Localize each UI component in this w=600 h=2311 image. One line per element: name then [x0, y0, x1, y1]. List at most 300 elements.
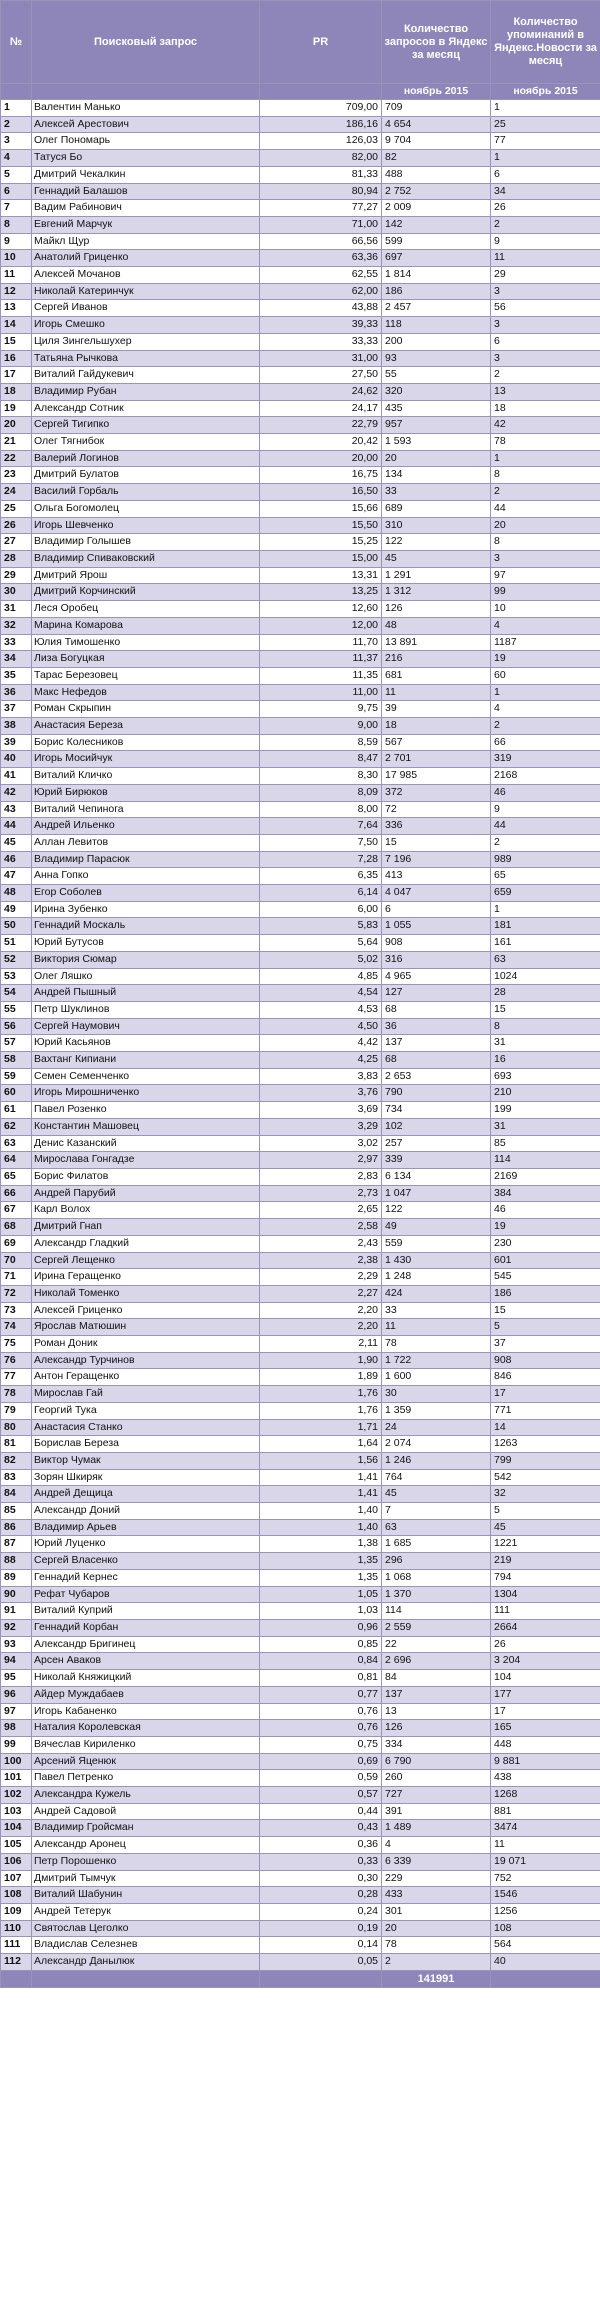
table-row [1, 100, 600, 117]
requests-count: 20 [382, 1920, 491, 1937]
search-query: Дмитрий Булатов [32, 467, 260, 484]
pr-value: 1,38 [260, 1536, 382, 1553]
table-row [1, 1419, 600, 1436]
mentions-count: 8 [491, 467, 600, 484]
search-query: Николай Княжицкий [32, 1670, 260, 1687]
row-number: 13 [1, 300, 32, 317]
table-row [1, 150, 600, 167]
pr-value: 4,50 [260, 1018, 382, 1035]
pr-value: 5,83 [260, 918, 382, 935]
row-number: 9 [1, 233, 32, 250]
pr-value: 4,25 [260, 1052, 382, 1069]
mentions-count: 108 [491, 1920, 600, 1937]
search-query: Виктор Чумак [32, 1452, 260, 1469]
mentions-count: 1268 [491, 1787, 600, 1804]
search-query: Александра Кужель [32, 1787, 260, 1804]
pr-value: 12,60 [260, 601, 382, 618]
table-row [1, 1536, 600, 1553]
search-query: Николай Томенко [32, 1285, 260, 1302]
mentions-count: 3 [491, 350, 600, 367]
search-query: Борис Колесников [32, 734, 260, 751]
requests-count: 137 [382, 1686, 491, 1703]
table-row [1, 1653, 600, 1670]
mentions-count: 32 [491, 1486, 600, 1503]
mentions-count: 5 [491, 1319, 600, 1336]
requests-count: 72 [382, 801, 491, 818]
row-number: 102 [1, 1787, 32, 1804]
requests-count: 339 [382, 1152, 491, 1169]
pr-value: 62,00 [260, 283, 382, 300]
mentions-count: 5 [491, 1503, 600, 1520]
requests-count: 114 [382, 1603, 491, 1620]
table-row [1, 1670, 600, 1687]
pr-value: 5,64 [260, 935, 382, 952]
pr-value: 0,14 [260, 1937, 382, 1954]
mentions-count: 1 [491, 684, 600, 701]
row-number: 54 [1, 985, 32, 1002]
mentions-count: 13 [491, 383, 600, 400]
search-query: Игорь Мирошниченко [32, 1085, 260, 1102]
search-query: Дмитрий Корчинский [32, 584, 260, 601]
requests-count: 93 [382, 350, 491, 367]
table-row [1, 1118, 600, 1135]
row-number: 64 [1, 1152, 32, 1169]
pr-value: 4,85 [260, 968, 382, 985]
table-row [1, 651, 600, 668]
row-number: 77 [1, 1369, 32, 1386]
pr-value: 0,36 [260, 1837, 382, 1854]
table-row [1, 968, 600, 985]
requests-count: 1 312 [382, 584, 491, 601]
search-query: Александр Бригинец [32, 1636, 260, 1653]
mentions-count: 881 [491, 1803, 600, 1820]
pr-value: 3,29 [260, 1118, 382, 1135]
search-query: Татьяна Рычкова [32, 350, 260, 367]
search-query: Дмитрий Чекалкин [32, 166, 260, 183]
requests-count: 49 [382, 1219, 491, 1236]
search-query: Геннадий Корбан [32, 1619, 260, 1636]
row-number: 27 [1, 534, 32, 551]
requests-count: 1 370 [382, 1586, 491, 1603]
pr-value: 62,55 [260, 267, 382, 284]
table-row [1, 1619, 600, 1636]
mentions-count: 210 [491, 1085, 600, 1102]
table-row [1, 1736, 600, 1753]
search-query: Аллан Левитов [32, 834, 260, 851]
row-number: 44 [1, 818, 32, 835]
table-row [1, 1954, 600, 1971]
pr-value: 1,76 [260, 1402, 382, 1419]
row-number: 38 [1, 718, 32, 735]
table-body [1, 100, 600, 1971]
requests-count: 78 [382, 1336, 491, 1353]
search-query: Александр Данылюк [32, 1954, 260, 1971]
requests-count: 1 359 [382, 1402, 491, 1419]
requests-count: 216 [382, 651, 491, 668]
row-number: 99 [1, 1736, 32, 1753]
search-query: Рефат Чубаров [32, 1586, 260, 1603]
pr-value: 6,35 [260, 868, 382, 885]
search-query: Алексей Мочанов [32, 267, 260, 284]
table-row [1, 801, 600, 818]
table-row [1, 1068, 600, 1085]
requests-count: 1 055 [382, 918, 491, 935]
row-number: 59 [1, 1068, 32, 1085]
requests-count: 1 068 [382, 1569, 491, 1586]
search-query: Петр Шуклинов [32, 1001, 260, 1018]
row-number: 34 [1, 651, 32, 668]
row-number: 33 [1, 634, 32, 651]
mentions-count: 19 [491, 1219, 600, 1236]
row-number: 42 [1, 784, 32, 801]
row-number: 73 [1, 1302, 32, 1319]
requests-count: 2 009 [382, 200, 491, 217]
search-query: Анастасия Станко [32, 1419, 260, 1436]
table-row [1, 1035, 600, 1052]
mentions-count: 31 [491, 1035, 600, 1052]
table-row [1, 1837, 600, 1854]
requests-count: 186 [382, 283, 491, 300]
mentions-count: 14 [491, 1419, 600, 1436]
mentions-count: 46 [491, 1202, 600, 1219]
mentions-count: 104 [491, 1670, 600, 1687]
pr-value: 1,05 [260, 1586, 382, 1603]
search-query: Андрей Пышный [32, 985, 260, 1002]
requests-count: 2 [382, 1954, 491, 1971]
table-row [1, 133, 600, 150]
requests-count: 2 752 [382, 183, 491, 200]
requests-count: 435 [382, 400, 491, 417]
mentions-count: 908 [491, 1352, 600, 1369]
mentions-count: 846 [491, 1369, 600, 1386]
row-number: 51 [1, 935, 32, 952]
table-row [1, 534, 600, 551]
search-query: Александр Сотник [32, 400, 260, 417]
search-query: Павел Петренко [32, 1770, 260, 1787]
mentions-count: 1263 [491, 1436, 600, 1453]
row-number: 75 [1, 1336, 32, 1353]
pr-value: 0,33 [260, 1853, 382, 1870]
mentions-count: 186 [491, 1285, 600, 1302]
requests-count: 127 [382, 985, 491, 1002]
table-row [1, 1302, 600, 1319]
table-row [1, 1770, 600, 1787]
pr-value: 7,50 [260, 834, 382, 851]
search-query: Леся Оробец [32, 601, 260, 618]
pr-value: 0,69 [260, 1753, 382, 1770]
table-row [1, 1352, 600, 1369]
table-row [1, 300, 600, 317]
search-query: Сергей Наумович [32, 1018, 260, 1035]
requests-count: 33 [382, 484, 491, 501]
header-row [1, 1, 600, 84]
row-number: 48 [1, 885, 32, 902]
table-row [1, 1185, 600, 1202]
requests-count: 1 722 [382, 1352, 491, 1369]
row-number: 72 [1, 1285, 32, 1302]
table-header [1, 1, 600, 100]
header-period-empty-1 [1, 84, 32, 100]
search-query: Святослав Цеголко [32, 1920, 260, 1937]
search-query: Егор Соболев [32, 885, 260, 902]
pr-value: 2,73 [260, 1185, 382, 1202]
pr-value: 2,27 [260, 1285, 382, 1302]
requests-count: 301 [382, 1903, 491, 1920]
search-query: Борис Филатов [32, 1169, 260, 1186]
table-row [1, 350, 600, 367]
mentions-count: 42 [491, 417, 600, 434]
search-query: Виталий Чепинога [32, 801, 260, 818]
mentions-count: 2 [491, 367, 600, 384]
table-row [1, 567, 600, 584]
header-pr: PR [260, 1, 382, 84]
requests-count: 334 [382, 1736, 491, 1753]
search-query: Циля Зингельшухер [32, 333, 260, 350]
table-row [1, 617, 600, 634]
pr-value: 0,85 [260, 1636, 382, 1653]
requests-count: 68 [382, 1052, 491, 1069]
row-number: 88 [1, 1553, 32, 1570]
requests-count: 200 [382, 333, 491, 350]
requests-count: 15 [382, 834, 491, 851]
pr-value: 4,54 [260, 985, 382, 1002]
row-number: 83 [1, 1469, 32, 1486]
table-row [1, 500, 600, 517]
requests-count: 681 [382, 667, 491, 684]
pr-value: 1,35 [260, 1569, 382, 1586]
row-number: 45 [1, 834, 32, 851]
mentions-count: 794 [491, 1569, 600, 1586]
row-number: 18 [1, 383, 32, 400]
row-number: 30 [1, 584, 32, 601]
mentions-count: 56 [491, 300, 600, 317]
requests-count: 1 600 [382, 1369, 491, 1386]
search-query: Ирина Зубенко [32, 901, 260, 918]
requests-count: 1 489 [382, 1820, 491, 1837]
table-row [1, 183, 600, 200]
pr-value: 2,11 [260, 1336, 382, 1353]
search-query: Сергей Лещенко [32, 1252, 260, 1269]
row-number: 39 [1, 734, 32, 751]
requests-count: 734 [382, 1102, 491, 1119]
row-number: 21 [1, 434, 32, 451]
requests-count: 257 [382, 1135, 491, 1152]
requests-count: 316 [382, 951, 491, 968]
search-query: Юрий Касьянов [32, 1035, 260, 1052]
pr-value: 1,40 [260, 1519, 382, 1536]
search-query: Александр Аронец [32, 1837, 260, 1854]
row-number: 2 [1, 116, 32, 133]
search-query: Владимир Парасюк [32, 851, 260, 868]
requests-count: 13 891 [382, 634, 491, 651]
row-number: 52 [1, 951, 32, 968]
requests-count: 310 [382, 517, 491, 534]
search-query: Юлия Тимошенко [32, 634, 260, 651]
search-query: Роман Доник [32, 1336, 260, 1353]
header-period-empty-3 [260, 84, 382, 100]
search-query: Марина Комарова [32, 617, 260, 634]
search-query: Анастасия Береза [32, 718, 260, 735]
mentions-count: 16 [491, 1052, 600, 1069]
table-row [1, 818, 600, 835]
search-query: Валентин Манько [32, 100, 260, 117]
mentions-count: 2 [491, 484, 600, 501]
table-row [1, 1235, 600, 1252]
requests-count: 413 [382, 868, 491, 885]
table-footer [1, 1970, 600, 1987]
requests-count: 697 [382, 250, 491, 267]
row-number: 55 [1, 1001, 32, 1018]
requests-count: 336 [382, 818, 491, 835]
search-query: Олег Тягнибок [32, 434, 260, 451]
table-row [1, 367, 600, 384]
pr-value: 0,76 [260, 1720, 382, 1737]
mentions-count: 771 [491, 1402, 600, 1419]
row-number: 19 [1, 400, 32, 417]
pr-value: 63,36 [260, 250, 382, 267]
row-number: 41 [1, 768, 32, 785]
table-row [1, 751, 600, 768]
table-row [1, 400, 600, 417]
requests-count: 11 [382, 1319, 491, 1336]
mentions-count: 545 [491, 1269, 600, 1286]
requests-count: 45 [382, 550, 491, 567]
search-query: Андрей Дещица [32, 1486, 260, 1503]
table-row [1, 667, 600, 684]
search-query: Игорь Мосийчук [32, 751, 260, 768]
pr-value: 2,38 [260, 1252, 382, 1269]
table-row [1, 851, 600, 868]
requests-count: 1 430 [382, 1252, 491, 1269]
pr-value: 0,57 [260, 1787, 382, 1804]
pr-value: 4,42 [260, 1035, 382, 1052]
mentions-count: 29 [491, 267, 600, 284]
search-query: Валерий Логинов [32, 450, 260, 467]
pr-value: 9,75 [260, 701, 382, 718]
pr-value: 8,30 [260, 768, 382, 785]
mentions-count: 3 [491, 317, 600, 334]
table-row [1, 1853, 600, 1870]
pr-value: 2,58 [260, 1219, 382, 1236]
table-row [1, 1569, 600, 1586]
table-row [1, 985, 600, 1002]
pr-value: 4,53 [260, 1001, 382, 1018]
pr-value: 1,64 [260, 1436, 382, 1453]
table-row [1, 267, 600, 284]
search-query: Виталий Кличко [32, 768, 260, 785]
mentions-count: 99 [491, 584, 600, 601]
footer-empty-5 [491, 1970, 600, 1987]
search-query: Александр Турчинов [32, 1352, 260, 1369]
row-number: 60 [1, 1085, 32, 1102]
pr-value: 9,00 [260, 718, 382, 735]
search-query: Павел Розенко [32, 1102, 260, 1119]
pr-value: 126,03 [260, 133, 382, 150]
requests-count: 2 457 [382, 300, 491, 317]
pr-value: 8,09 [260, 784, 382, 801]
row-number: 11 [1, 267, 32, 284]
requests-count: 1 593 [382, 434, 491, 451]
search-query: Лиза Богуцкая [32, 651, 260, 668]
requests-count: 1 246 [382, 1452, 491, 1469]
table-row [1, 1386, 600, 1403]
mentions-count: 18 [491, 400, 600, 417]
table-row [1, 918, 600, 935]
search-query: Юрий Луценко [32, 1536, 260, 1553]
row-number: 47 [1, 868, 32, 885]
row-number: 97 [1, 1703, 32, 1720]
requests-count: 126 [382, 601, 491, 618]
search-query: Виталий Шабунин [32, 1887, 260, 1904]
search-query: Игорь Шевченко [32, 517, 260, 534]
mentions-count: 11 [491, 1837, 600, 1854]
table-row [1, 734, 600, 751]
pr-value: 1,03 [260, 1603, 382, 1620]
mentions-count: 1256 [491, 1903, 600, 1920]
mentions-count: 11 [491, 250, 600, 267]
footer-empty-1 [1, 1970, 32, 1987]
search-query: Макс Нефедов [32, 684, 260, 701]
table-row [1, 417, 600, 434]
search-query: Ярослав Матюшин [32, 1319, 260, 1336]
pr-value: 22,79 [260, 417, 382, 434]
search-query: Арсен Аваков [32, 1653, 260, 1670]
search-query: Татуся Бо [32, 150, 260, 167]
row-number: 26 [1, 517, 32, 534]
row-number: 69 [1, 1235, 32, 1252]
mentions-count: 17 [491, 1386, 600, 1403]
table-row [1, 885, 600, 902]
row-number: 100 [1, 1753, 32, 1770]
requests-count: 24 [382, 1419, 491, 1436]
mentions-count: 44 [491, 500, 600, 517]
table-row [1, 1820, 600, 1837]
row-number: 1 [1, 100, 32, 117]
search-query: Сергей Тигипко [32, 417, 260, 434]
search-query: Игорь Смешко [32, 317, 260, 334]
requests-count: 260 [382, 1770, 491, 1787]
mentions-count: 6 [491, 333, 600, 350]
search-query: Евгений Марчук [32, 216, 260, 233]
mentions-count: 1 [491, 150, 600, 167]
requests-count: 424 [382, 1285, 491, 1302]
table-row [1, 1052, 600, 1069]
table-row [1, 484, 600, 501]
mentions-count: 19 [491, 651, 600, 668]
mentions-count: 3 [491, 550, 600, 567]
requests-count: 33 [382, 1302, 491, 1319]
search-query: Айдер Муждабаев [32, 1686, 260, 1703]
requests-count: 4 965 [382, 968, 491, 985]
requests-count: 63 [382, 1519, 491, 1536]
pr-value: 0,28 [260, 1887, 382, 1904]
search-query: Антон Геращенко [32, 1369, 260, 1386]
row-number: 37 [1, 701, 32, 718]
pr-value: 16,75 [260, 467, 382, 484]
table-row [1, 601, 600, 618]
table-row [1, 250, 600, 267]
table-row [1, 1870, 600, 1887]
pr-value: 80,94 [260, 183, 382, 200]
mentions-count: 9 [491, 233, 600, 250]
requests-count: 118 [382, 317, 491, 334]
requests-count: 1 685 [382, 1536, 491, 1553]
row-number: 78 [1, 1386, 32, 1403]
pr-value: 7,28 [260, 851, 382, 868]
mentions-count: 15 [491, 1001, 600, 1018]
search-query: Виталий Куприй [32, 1603, 260, 1620]
mentions-count: 1546 [491, 1887, 600, 1904]
